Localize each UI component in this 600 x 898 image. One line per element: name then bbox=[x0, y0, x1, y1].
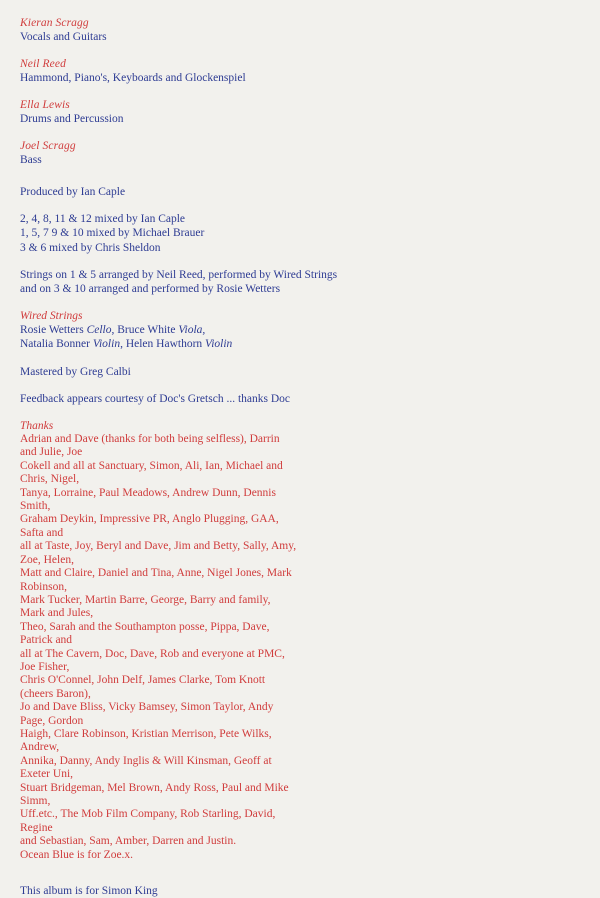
thanks-line: all at Taste, Joy, Beryl and Dave, Jim and Betty, Sally, Amy, Zoe, Helen, bbox=[20, 540, 297, 566]
thanks-line: Annika, Danny, Andy Inglis & Will Kinsman, Geoff at Exeter Uni, bbox=[20, 754, 272, 781]
player-name: Rosie Wetters bbox=[20, 324, 87, 337]
mastered-by-text: Mastered by Greg Calbi bbox=[20, 365, 131, 378]
performer-name: Kieran Scragg bbox=[20, 17, 89, 29]
mastering-credit bbox=[20, 365, 580, 379]
produced-by-line bbox=[20, 185, 580, 199]
wired-strings-line bbox=[20, 337, 580, 351]
thanks-line: Stuart Bridgeman, Mel Brown, Andy Ross, Paul and Mike Simm, bbox=[20, 781, 289, 807]
thanks-line: Cokell and all at Sanctuary, Simon, Ali, Ian, Michael and Chris, Nigel, bbox=[20, 459, 283, 486]
feedback-text: Feedback appears courtesy of Doc's Gretsch ... thanks Doc bbox=[20, 392, 290, 405]
strings-line: and on 3 & 10 arranged and performed by Rosie Wetters bbox=[20, 283, 281, 296]
wired-strings-header: Wired Strings bbox=[20, 310, 83, 323]
strings-arrangement-credits bbox=[20, 268, 580, 296]
thanks-line: Tanya, Lorraine, Paul Meadows, Andrew Dunn, Dennis Smith, bbox=[20, 486, 276, 513]
player-instrument: Cello bbox=[86, 324, 112, 337]
player-name: , Helen Hawthorn bbox=[120, 338, 206, 351]
thanks-section bbox=[20, 419, 580, 862]
thanks-line: Jo and Dave Bliss, Vicky Bamsey, Simon Taylor, Andy Page, Gordon bbox=[20, 701, 274, 727]
performer-name: Neil Reed bbox=[20, 58, 66, 70]
performer-role: Drums and Percussion bbox=[20, 113, 124, 125]
player-name: , Bruce White bbox=[111, 324, 179, 337]
performer-role: Bass bbox=[20, 154, 42, 166]
performers-section bbox=[20, 16, 580, 167]
performer-entry bbox=[20, 16, 580, 44]
thanks-header: Thanks bbox=[20, 420, 54, 433]
player-name: Natalia Bonner bbox=[20, 338, 93, 351]
mix-line: 3 & 6 mixed by Chris Sheldon bbox=[20, 241, 161, 254]
thanks-line: Mark Tucker, Martin Barre, George, Barry and family, Mark and Jules, bbox=[20, 593, 271, 620]
player-instrument: Violin bbox=[92, 338, 121, 351]
performer-entry bbox=[20, 139, 580, 167]
performer-name: Ella Lewis bbox=[20, 99, 70, 111]
mix-line: 2, 4, 8, 11 & 12 mixed by Ian Caple bbox=[20, 213, 186, 226]
thanks-line: Uff.etc., The Mob Film Company, Rob Starling, David, Regine bbox=[20, 808, 276, 834]
wired-strings-line bbox=[20, 323, 580, 337]
thanks-line: Chris O'Connel, John Delf, James Clarke, Tom Knott (cheers Baron), bbox=[20, 674, 266, 700]
thanks-line: Adrian and Dave (thanks for both being selfless), Darrin and Julie, Joe bbox=[20, 433, 280, 459]
thanks-list bbox=[20, 433, 298, 862]
produced-by-text: Produced by Ian Caple bbox=[20, 186, 126, 198]
performer-role: Hammond, Piano's, Keyboards and Glockenspiel bbox=[20, 72, 246, 84]
mix-line: 1, 5, 7 9 & 10 mixed by Michael Brauer bbox=[20, 227, 205, 240]
thanks-line: Graham Deykin, Impressive PR, Anglo Plugging, GAA, Safta and bbox=[20, 513, 279, 539]
thanks-line: all at The Cavern, Doc, Dave, Rob and everyone at PMC, Joe Fisher, bbox=[20, 647, 285, 673]
performer-role: Vocals and Guitars bbox=[20, 31, 107, 43]
dedication-line: This album is for Simon King bbox=[20, 885, 158, 898]
performer-name: Joel Scragg bbox=[20, 140, 76, 152]
wired-strings-section bbox=[20, 309, 580, 351]
thanks-line: Matt and Claire, Daniel and Tina, Anne, Nigel Jones, Mark Robinson, bbox=[20, 567, 292, 593]
thanks-line: Haigh, Clare Robinson, Kristian Merrison, Pete Wilks, Andrew, bbox=[20, 727, 272, 754]
thanks-line: Ocean Blue is for Zoe.x. bbox=[20, 848, 134, 861]
thanks-line: and Sebastian, Sam, Amber, Darren and Justin. bbox=[20, 835, 237, 848]
feedback-credit bbox=[20, 392, 580, 406]
strings-line: Strings on 1 & 5 arranged by Neil Reed, performed by Wired Strings bbox=[20, 268, 338, 281]
performer-entry bbox=[20, 98, 580, 126]
player-instrument: Violin bbox=[205, 338, 233, 351]
thanks-line: Theo, Sarah and the Southampton posse, Pippa, Dave, Patrick and bbox=[20, 620, 270, 647]
mixing-credits bbox=[20, 212, 580, 255]
performer-entry bbox=[20, 57, 580, 85]
player-instrument: Viola, bbox=[178, 324, 206, 337]
